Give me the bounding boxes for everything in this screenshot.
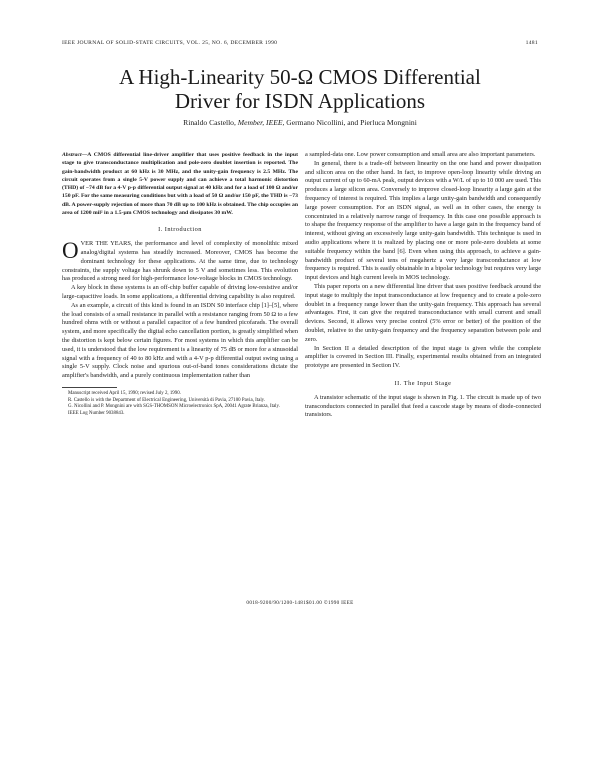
- section-heading-introduction: I. Introduction: [158, 226, 202, 234]
- abstract-text: —A CMOS differential line-driver amplifier that uses positive feedback in the input stage to give transconductance multiplication and pole-zero doublet insertion is reported. The gain-bandwidth product at 60 kHz is 30 MHz, and the unity-gain frequency is 2.5 MHz. The circuit operates from a single 5-V power supply and can achieve a total harmonic distortion (THD) of −74 dB for a 4-V p-p differential output signal at 40 kHz and for a load of 100 Ω and/or 150 pF. For the same measuring conditions but with a load of 50 Ω and/or 150 pF, the THD is −73 dB. A power-supply rejection of more than 70 dB up to 100 kHz is obtained. The chip occupies an area of 1200 mil² in a 1.5-μm CMOS technology and dissipates 30 mW.: [62, 152, 298, 217]
- footnote-castello: R. Castello is with the Department of Electrical Engineering, Università di Pavia, 27100 Pavia, Italy.: [68, 397, 266, 403]
- continued-paragraph: a sampled-data one. Low power consumption and small area are also important parameters.: [305, 151, 536, 158]
- title-line-2: Driver for ISDN Applications: [174, 89, 426, 113]
- body-paragraph-1: In general, there is a trade-off between linearity on the one hand and power dissipation and silicon area on the other hand. In fact, to improve open-loop linearity while driving an output current of up to 60-mA peak, output devices with a W/L of up to 10 000 are used. This produces a large silicon area. Conversely to improve closed-loop linearity a large gain at the frequency of interest is required. This implies a large unity-gain bandwidth and consequently large power consumption. For an ISDN signal, as well as in other cases, the energy is concentrated in a relatively narrow range of frequency. In this case one possible approach is to shape the frequency response of the amplifier to have a large gain in the frequency band of interest, without giving an excessively large unity-gain bandwidth. This technique is used in audio applications where it is realized by placing one or more pole-zero doublets at some suitable frequency within the band [6]. Even when using this approach, to achieve a gain-bandwidth product of several tens of megahertz a very large transconductance at low frequency is required. This is easily obtainable in a bipolar technology but requires very large input devices and high current levels in MOS technology.: [305, 159, 541, 282]
- drop-cap: O: [62, 238, 79, 264]
- section-heading-input-stage: II. The Input Stage: [394, 379, 452, 387]
- body-paragraph-3: In Section II a detailed description of the input stage is given while the complete amplifier is covered in Section III. Finally, experimental results obtained from an integrated prototype are presented in Section IV.: [305, 344, 541, 370]
- author-1: Rinaldo Castello,: [183, 118, 236, 127]
- author-1-role: Member, IEEE,: [237, 118, 285, 127]
- intro-paragraph-1-text: VER THE YEARS, the performance and level of complexity of monolithic mixed analog/digital systems has steadily increased. Moreover, CMOS has become the dominant technology for these applications. At the same time, due to technology constraints, the supply voltage has shrunk down to 5 V and sometimes less. This evolution has produced a strong need for high-performance low-voltage blocks in CMOS technology.: [62, 240, 298, 283]
- intro-paragraph-2: A key block in these systems is an off-chip buffer capable of driving low-resistive and/or large-capacitive loads. In some applications, a differential driving capability is also required.: [62, 284, 298, 300]
- body-paragraph-2: This paper reports on a new differential line driver that uses positive feedback around the input stage to multiply the input transconductance at low frequency and to create a pole-zero doublet in a frequency range lower than the unity-gain frequency. This approach has several advantages. First, it can give the required transconductance with small current and small devices. Second, it allows very precise control (5% error or better) of the position of the doublet, relative to the unity-gain frequency and the frequency separation between pole and zero.: [305, 282, 541, 343]
- journal-name: IEEE JOURNAL OF SOLID-STATE CIRCUITS, VOL. 25, NO. 6, DECEMBER 1990: [62, 40, 278, 46]
- running-head: [62, 40, 538, 46]
- right-column: [305, 151, 541, 420]
- footnotes: [62, 391, 298, 417]
- intro-paragraph-1: [62, 240, 298, 284]
- abstract: [62, 151, 298, 217]
- abstract-label: Abstract: [62, 152, 82, 158]
- title-line-1: A High-Linearity 50-Ω CMOS Differential: [119, 65, 481, 89]
- footnote-manuscript: Manuscript received April 15, 1990; revised July 2, 1990.: [68, 390, 181, 396]
- input-stage-paragraph-1: A transistor schematic of the input stage is shown in Fig. 1. The circuit is made up of two transconductors connected in parallel that feed a cascode stage by means of diode-connected transistors.: [305, 393, 541, 419]
- copyright-footer: 0018-9200/90/1200-1481$01.00 ©1990 IEEE: [246, 600, 354, 606]
- footnote-divider: [62, 387, 117, 388]
- footnote-log-number: IEEE Log Number 9038843.: [68, 410, 125, 416]
- intro-paragraph-3: As an example, a circuit of this kind is found in an ISDN S0 interface chip [1]–[5], where the load consists of a small resistance in parallel with a resistance ranging from 50 Ω to a few hundred ohms with or without a parallel capacitor of a few hundred picofarads. The overall system, and more specifically the digital echo cancellation portion, is greatly simplified when the distortion is kept below certain figures. For most systems in which this amplifier can be used, it is understood that the low requirement is a linearity of 75 dB or more for a sinusoidal signal with a frequency of 40 to 80 kHz and with a 4-V p-p differential output swing using a single 5-V supply. Clock noise and spurious out-of-band tones considerations dictate the amplifier's bandwidth, and a purely continuous implementation rather than: [62, 301, 298, 380]
- left-column: [62, 151, 298, 417]
- author-2-3: Germano Nicollini, and Pierluca Mongnini: [286, 118, 417, 127]
- paper-title: [40, 65, 560, 113]
- author-line: [40, 118, 560, 127]
- page-number: 1481: [525, 40, 538, 46]
- footnote-nicollini: G. Nicollini and P. Mongnini are with SGS-THOMSON Microelectronics SpA, 20041 Agrate Brianza, Italy.: [68, 404, 280, 410]
